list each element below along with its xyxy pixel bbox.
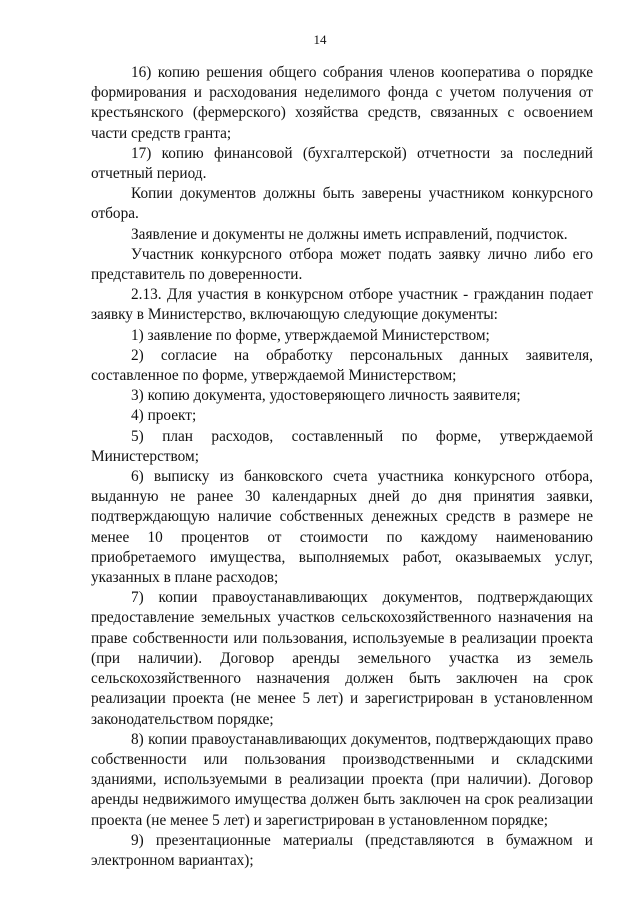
paragraph-no-corrections: Заявление и документы не должны иметь исправлений, подчисток. [131, 225, 568, 243]
paragraph-submit-application: Участник конкурсного отбора может подать заявку лично либо его представитель по доверенности. [91, 245, 593, 284]
list-item-3: 3) копию документа, удостоверяющего личность заявителя; [131, 387, 521, 405]
section-2-13-heading: 2.13. Для участия в конкурсном отборе участник - гражданин подает заявку в Министерство, включающую следующие документы: [91, 286, 593, 324]
list-item-1: 1) заявление по форме, утверждаемой Министерством; [131, 326, 490, 344]
list-item-7: 7) копии правоустанавливающих документов, подтверждающих предоставление земельных участков сельскохозяйственного назначения на праве собственности или пользования, используемые в реализации проекта (при наличии). Договор аренды земельного участка из земель сельскохозяйственного назначения должен быть заключен на срок реализации проекта (не менее 5 лет) и зарегистрирован в установленном законодательством порядке; [91, 589, 593, 728]
list-item-9: 9) презентационные материалы (представляются в бумажном и электронном вариантах); [91, 831, 593, 869]
paragraph-copies-certified: Копии документов должны быть заверены участником конкурсного отбора. [91, 185, 593, 223]
list-item-2: 2) согласие на обработку персональных данных заявителя, составленное по форме, утверждаемой Министерством; [91, 346, 593, 385]
list-item-5: 5) план расходов, составленный по форме, утверждаемой Министерством; [91, 427, 593, 465]
document-body [91, 63, 593, 871]
list-item-6: 6) выписку из банковского счета участника конкурсного отбора, выданную не ранее 30 календарных дней до дня принятия заявки, подтверждающую наличие собственных денежных средств в размере не менее 10 процентов от стоимости по каждому наименованию приобретаемого имущества, выполняемых работ, оказываемых услуг, указанных в плане расходов; [91, 468, 593, 587]
page-number: 14 [313, 32, 327, 47]
list-item-8: 8) копии правоустанавливающих документов, подтверждающих право собственности или пользования производственными и складскими зданиями, используемыми в реализации проекта (при наличии). Договор аренды недвижимого имущества должен быть заключен на срок реализации проекта (не менее 5 лет) и зарегистрирован в установленном порядке; [91, 730, 593, 829]
paragraph-item-17: 17) копию финансовой (бухгалтерской) отчетности за последний отчетный период. [91, 144, 593, 183]
list-item-4: 4) проект; [131, 407, 197, 425]
paragraph-item-16: 16) копию решения общего собрания членов кооператива о порядке формирования и расходования неделимого фонда с учетом получения от крестьянского (фермерского) хозяйства средств, связанных с освоением части средств гранта; [91, 64, 593, 142]
